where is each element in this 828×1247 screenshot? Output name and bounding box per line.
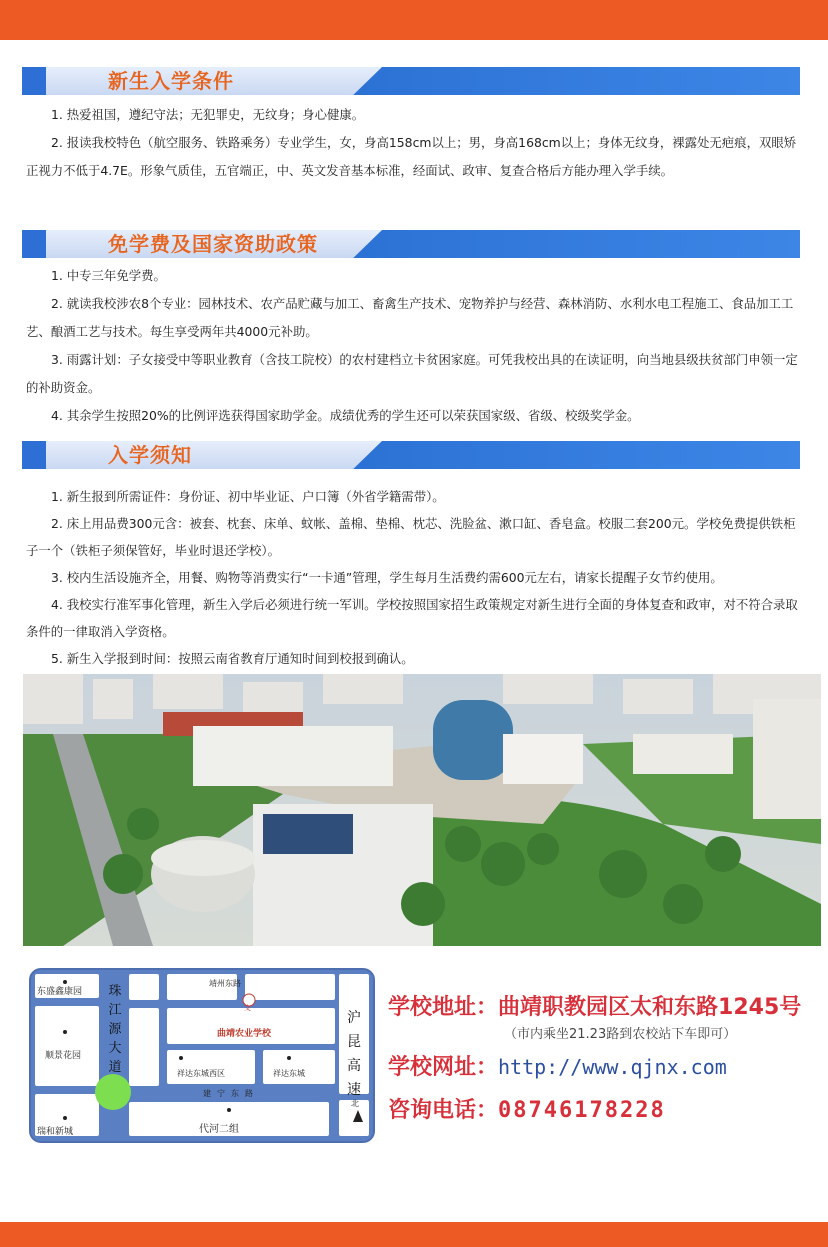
map-place-label: 顺景花园 (45, 1051, 82, 1061)
section-title: 入学须知 (108, 443, 192, 467)
list-item: 1. 中专三年免学费。 (51, 268, 166, 283)
address-value: 曲靖职教园区太和东路1245号 (498, 995, 802, 1020)
section-header-tuition (22, 230, 800, 258)
enrollment-notice-text (26, 483, 804, 672)
list-item: 5. 新生入学报到时间：按照云南省教育厅通知时间到校报到确认。 (51, 651, 414, 666)
map-road-vertical-hukun: 沪 昆 高 速 (347, 1010, 361, 1098)
school-marker-icon: 文 (244, 1004, 251, 1012)
admission-conditions-text (26, 101, 804, 185)
address-label: 学校地址： (388, 995, 499, 1020)
list-item: 3. 校内生活设施齐全，用餐、购物等消费实行“一卡通”管理，学生每月生活费约需600元左右，请家长提醒子女节约使用。 (51, 570, 723, 585)
map-road-label: 靖州东路 (209, 979, 241, 988)
list-item: 3. 雨露计划：子女接受中等职业教育（含技工院校）的农村建档立卡贫困家庭。可凭我校出具的在读证明，向当地县级扶贫部门申领一定的补助资金。 (26, 352, 798, 395)
map-place-label: 东盛鑫康园 (37, 987, 83, 997)
map-road-label: 建宁东路 (203, 1089, 259, 1098)
list-item: 4. 其余学生按照20%的比例评选获得国家助学金。成绩优秀的学生还可以荣获国家级、省级、校级奖学金。 (51, 408, 640, 423)
list-item: 1. 热爱祖国，遵纪守法；无犯罪史，无纹身；身心健康。 (51, 107, 365, 122)
section-title: 新生入学条件 (108, 69, 234, 93)
location-map (29, 968, 375, 1143)
list-item: 4. 我校实行准军事化管理，新生入学后必须进行统一军训。学校按照国家招生政策规定对新生进行全面的身体复查和政审，对不符合录取条件的一律取消入学资格。 (26, 597, 798, 639)
address-note: （市内乘坐21.23路到农校站下车即可） (504, 1027, 737, 1042)
website-label: 学校网址： (388, 1055, 499, 1080)
list-item: 1. 新生报到所需证件：身份证、初中毕业证、户口簿（外省学籍需带）。 (51, 489, 445, 504)
list-item: 2. 就读我校涉农8个专业：园林技术、农产品贮藏与加工、畜禽生产技术、宠物养护与经营、森林消防、水利水电工程施工、食品加工工艺、酿酒工艺与技术。每生享受两年共4000元补助。 (26, 296, 794, 339)
section-header-enrollment (22, 441, 800, 469)
map-place-label: 瑞和新城 (37, 1127, 74, 1137)
campus-aerial-photo (23, 674, 821, 946)
north-arrow-icon: 北 (351, 1099, 359, 1108)
website-row (388, 1050, 727, 1081)
section-header-admission (22, 67, 800, 95)
tuition-policy-text (26, 262, 804, 430)
section-title: 免学费及国家资助政策 (108, 232, 318, 256)
address-row (388, 990, 801, 1021)
top-banner-bar (0, 0, 828, 40)
phone-row (388, 1093, 666, 1124)
map-place-label: 祥达东城 (273, 1069, 305, 1078)
map-place-label: 代河二组 (199, 1124, 239, 1135)
list-item: 2. 床上用品费300元含：被套、枕套、床单、蚊帐、盖棉、垫棉、枕芯、洗脸盆、漱口缸、香皂盒。校服二套200元。学校免费提供铁柜子一个（铁柜子须保管好，毕业时退还学校）。 (26, 516, 796, 558)
website-link[interactable]: http://www.qjnx.com (498, 1055, 727, 1079)
map-place-label: 祥达东城西区 (177, 1069, 225, 1078)
phone-label: 咨询电话： (388, 1098, 499, 1123)
map-road-vertical-zhujiangyuan: 珠 江 源 大 道 (108, 984, 122, 1075)
phone-number[interactable]: 08746178228 (498, 1098, 666, 1123)
bottom-banner-bar (0, 1222, 828, 1247)
map-school-label: 曲靖农业学校 (217, 1029, 272, 1039)
list-item: 2. 报读我校特色（航空服务、铁路乘务）专业学生，女，身高158cm以上；男，身高168cm以上；身体无纹身，裸露处无疤痕，双眼矫正视力不低于4.7E。形象气质佳，五官端正，中、英文发音基本标准，经面试、政审、复查合格后方能办理入学手续。 (26, 135, 797, 178)
